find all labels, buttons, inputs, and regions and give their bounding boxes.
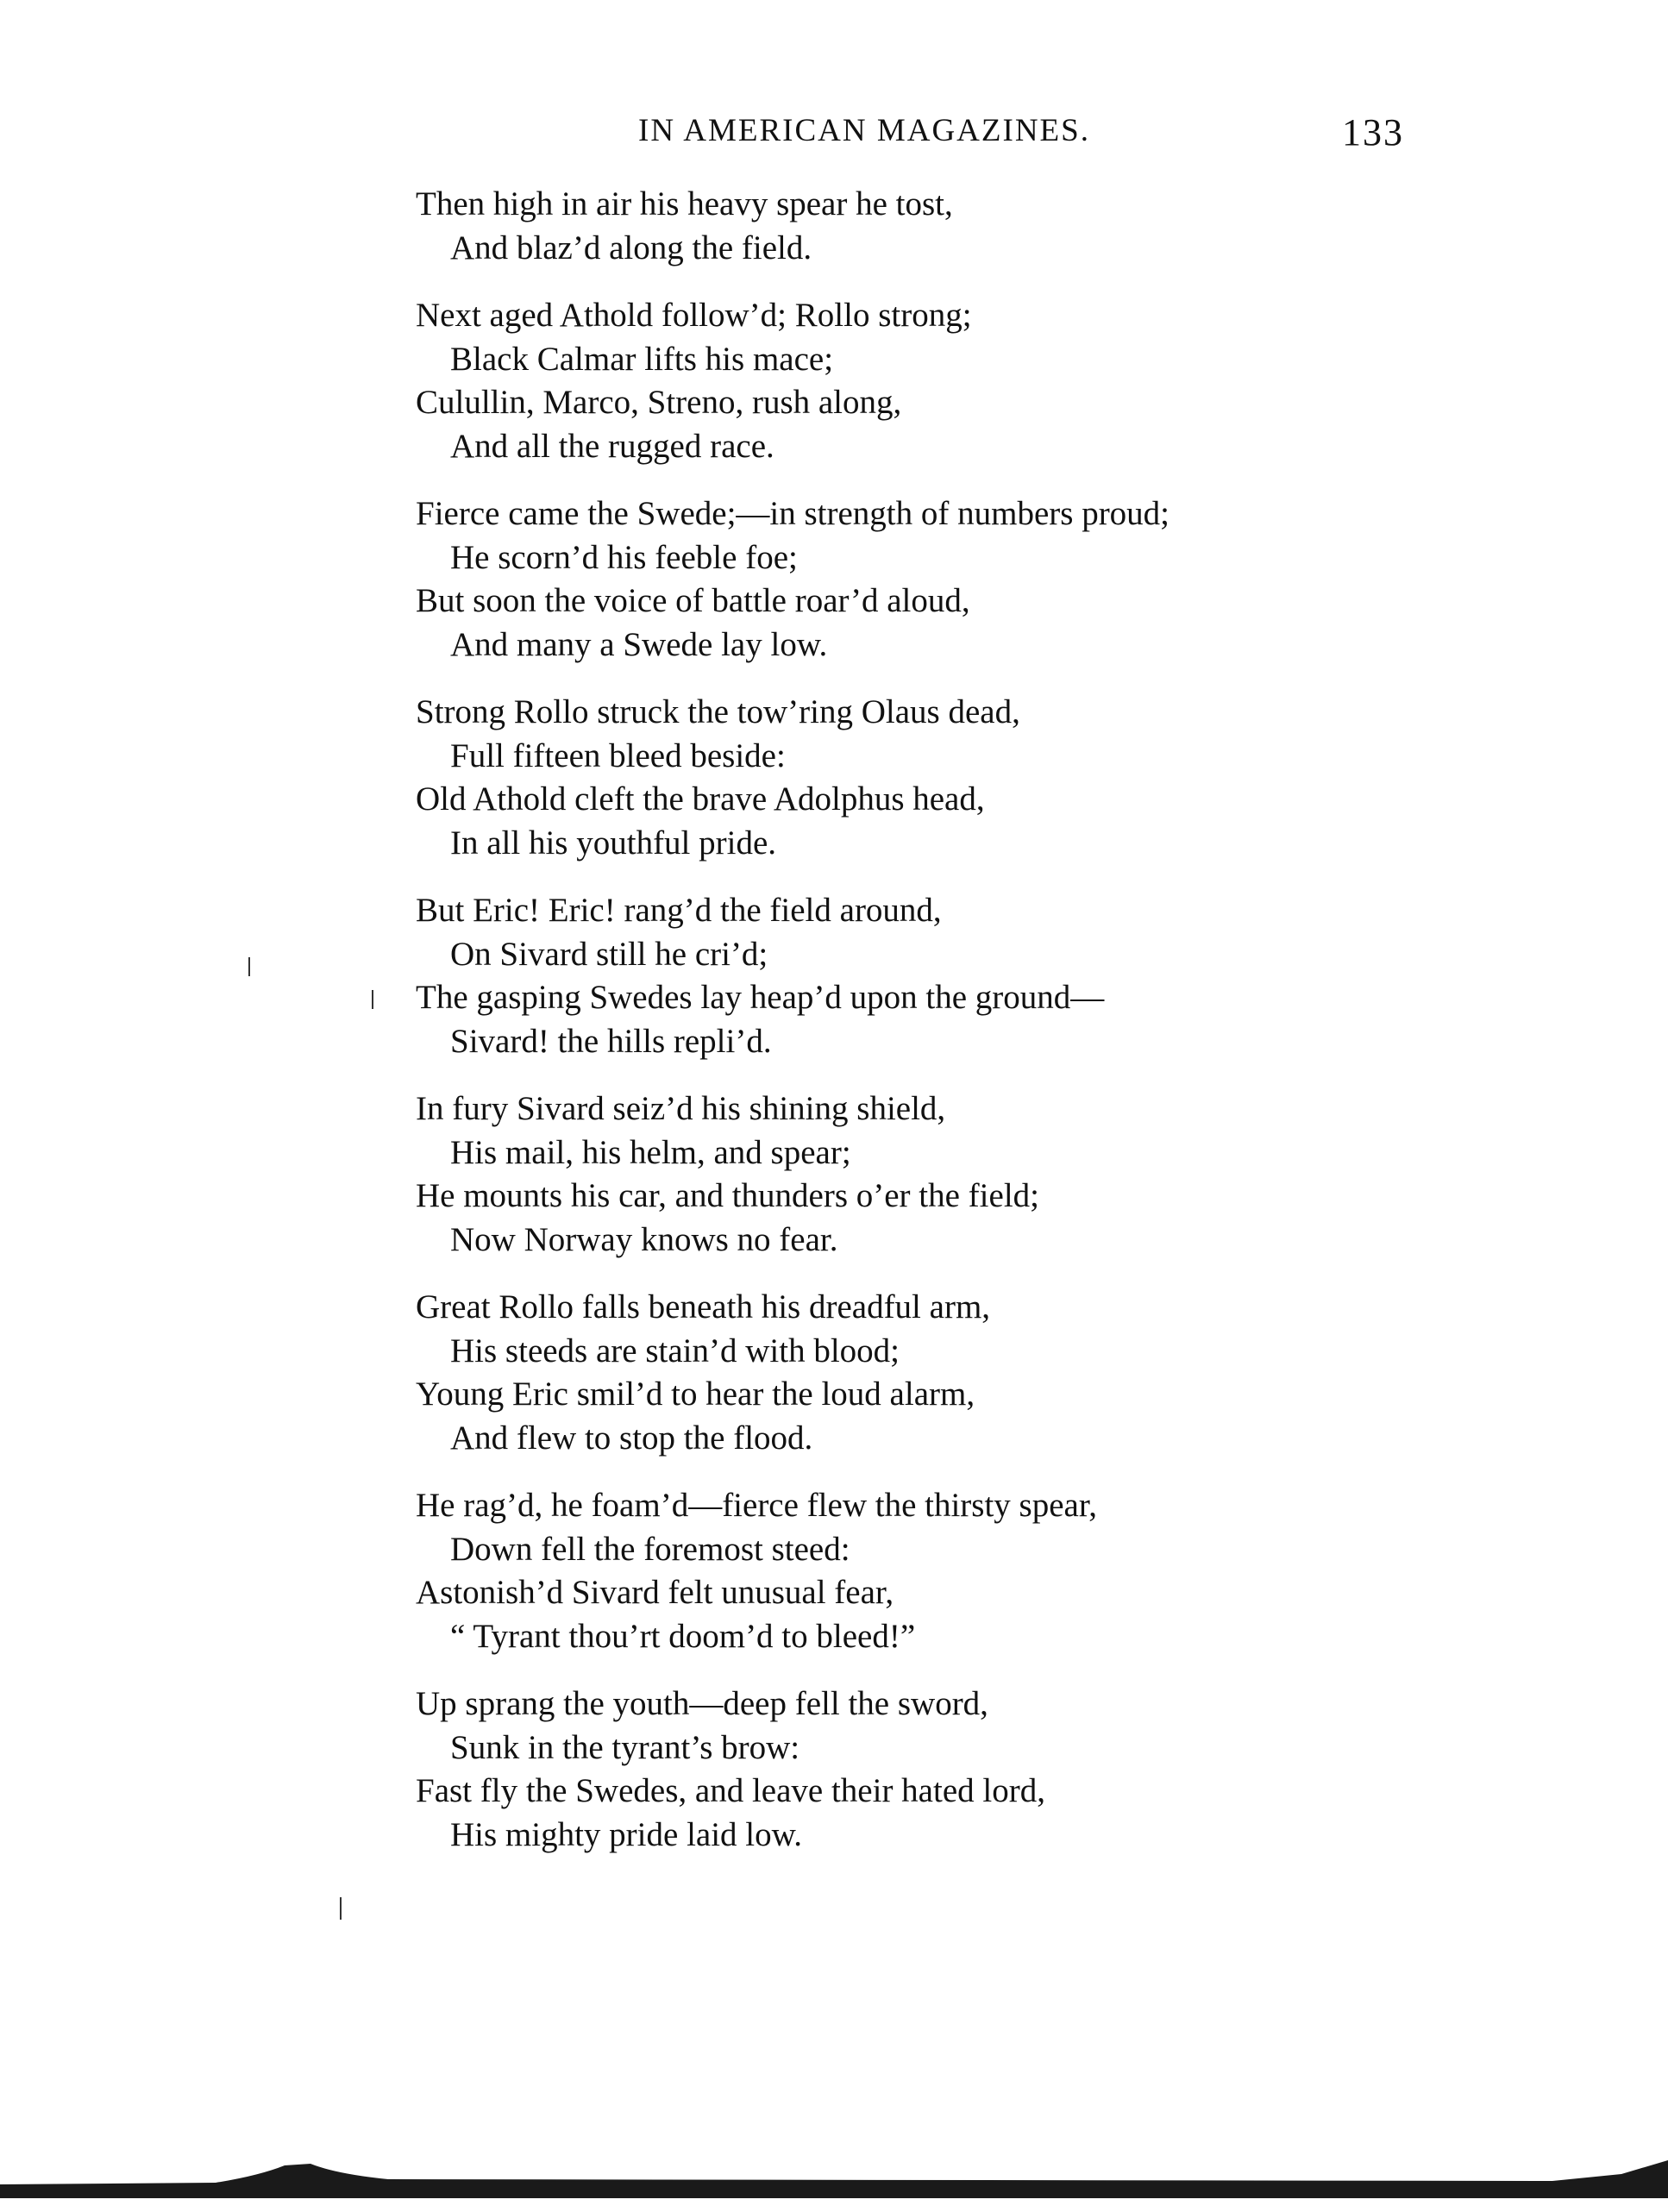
poem-line: Now Norway knows no fear. <box>450 1220 838 1258</box>
stanza <box>416 492 1451 667</box>
stanza <box>416 183 1451 270</box>
poem-line: “ Tyrant thou’rt doom’d to bleed!” <box>450 1617 916 1655</box>
poem-line: He scorn’d his feeble foe; <box>450 538 798 576</box>
poem-line: Strong Rollo struck the tow’ring Olaus dead, <box>416 693 1020 730</box>
poem-line: Down fell the foremost steed: <box>450 1530 850 1568</box>
stanza <box>416 889 1451 1063</box>
poem-line: Fast fly the Swedes, and leave their hated lord, <box>416 1772 1045 1809</box>
poem-line: On Sivard still he cri’d; <box>450 935 768 973</box>
poem-line: Next aged Athold follow’d; Rollo strong; <box>416 297 972 334</box>
poem-line: Sivard! the hills repli’d. <box>450 1022 772 1060</box>
poem-line: Up sprang the youth—deep fell the sword, <box>416 1685 988 1722</box>
poem-line: He mounts his car, and thunders o’er the field; <box>416 1177 1039 1214</box>
stanza <box>416 294 1451 468</box>
poem-line: And blaz’d along the field. <box>450 229 812 266</box>
poem-line: His mail, his helm, and spear; <box>450 1133 851 1171</box>
stanza <box>416 1484 1451 1658</box>
poem-line: Great Rollo falls beneath his dreadful arm, <box>416 1288 991 1325</box>
scan-mark <box>248 957 250 976</box>
poem-line: And all the rugged race. <box>450 427 774 465</box>
stanza <box>416 1087 1451 1262</box>
poem-line: Sunk in the tyrant’s brow: <box>450 1728 800 1766</box>
poem-line: But Eric! Eric! rang’d the field around, <box>416 892 942 929</box>
stanza <box>416 1682 1451 1857</box>
poem-line: And many a Swede lay low. <box>450 625 828 663</box>
poem-line: In fury Sivard seiz’d his shining shield, <box>416 1090 946 1127</box>
poem-line: Fierce came the Swede;—in strength of numbers proud; <box>416 495 1170 532</box>
poem-line: His mighty pride laid low. <box>450 1815 803 1853</box>
poem-line: Full fifteen bleed beside: <box>450 736 786 774</box>
running-head: IN AMERICAN MAGAZINES. <box>638 113 1090 148</box>
poem-line: Then high in air his heavy spear he tost, <box>416 185 953 222</box>
poem-line: Culullin, Marco, Streno, rush along, <box>416 384 902 421</box>
poem-line: His steeds are stain’d with blood; <box>450 1332 900 1369</box>
poem-line: And flew to stop the flood. <box>450 1419 813 1457</box>
poem-line: The gasping Swedes lay heap’d upon the ground— <box>416 979 1105 1016</box>
poem-line: Old Athold cleft the brave Adolphus head, <box>416 780 985 818</box>
scan-mark <box>372 990 373 1009</box>
poem <box>416 183 1451 1881</box>
bottom-edge-shadow <box>0 2159 1668 2198</box>
poem-line: Black Calmar lifts his mace; <box>450 340 834 378</box>
poem-line: But soon the voice of battle roar’d aloud, <box>416 582 970 619</box>
stanza <box>416 691 1451 865</box>
poem-line: Astonish’d Sivard felt unusual fear, <box>416 1574 894 1611</box>
poem-line: Young Eric smil’d to hear the loud alarm, <box>416 1375 975 1413</box>
poem-line: In all his youthful pride. <box>450 824 777 862</box>
stanza <box>416 1286 1451 1460</box>
page-number: 133 <box>1342 111 1404 154</box>
poem-line: He rag’d, he foam’d—fierce flew the thirsty spear, <box>416 1487 1098 1524</box>
scan-mark <box>340 1897 342 1920</box>
